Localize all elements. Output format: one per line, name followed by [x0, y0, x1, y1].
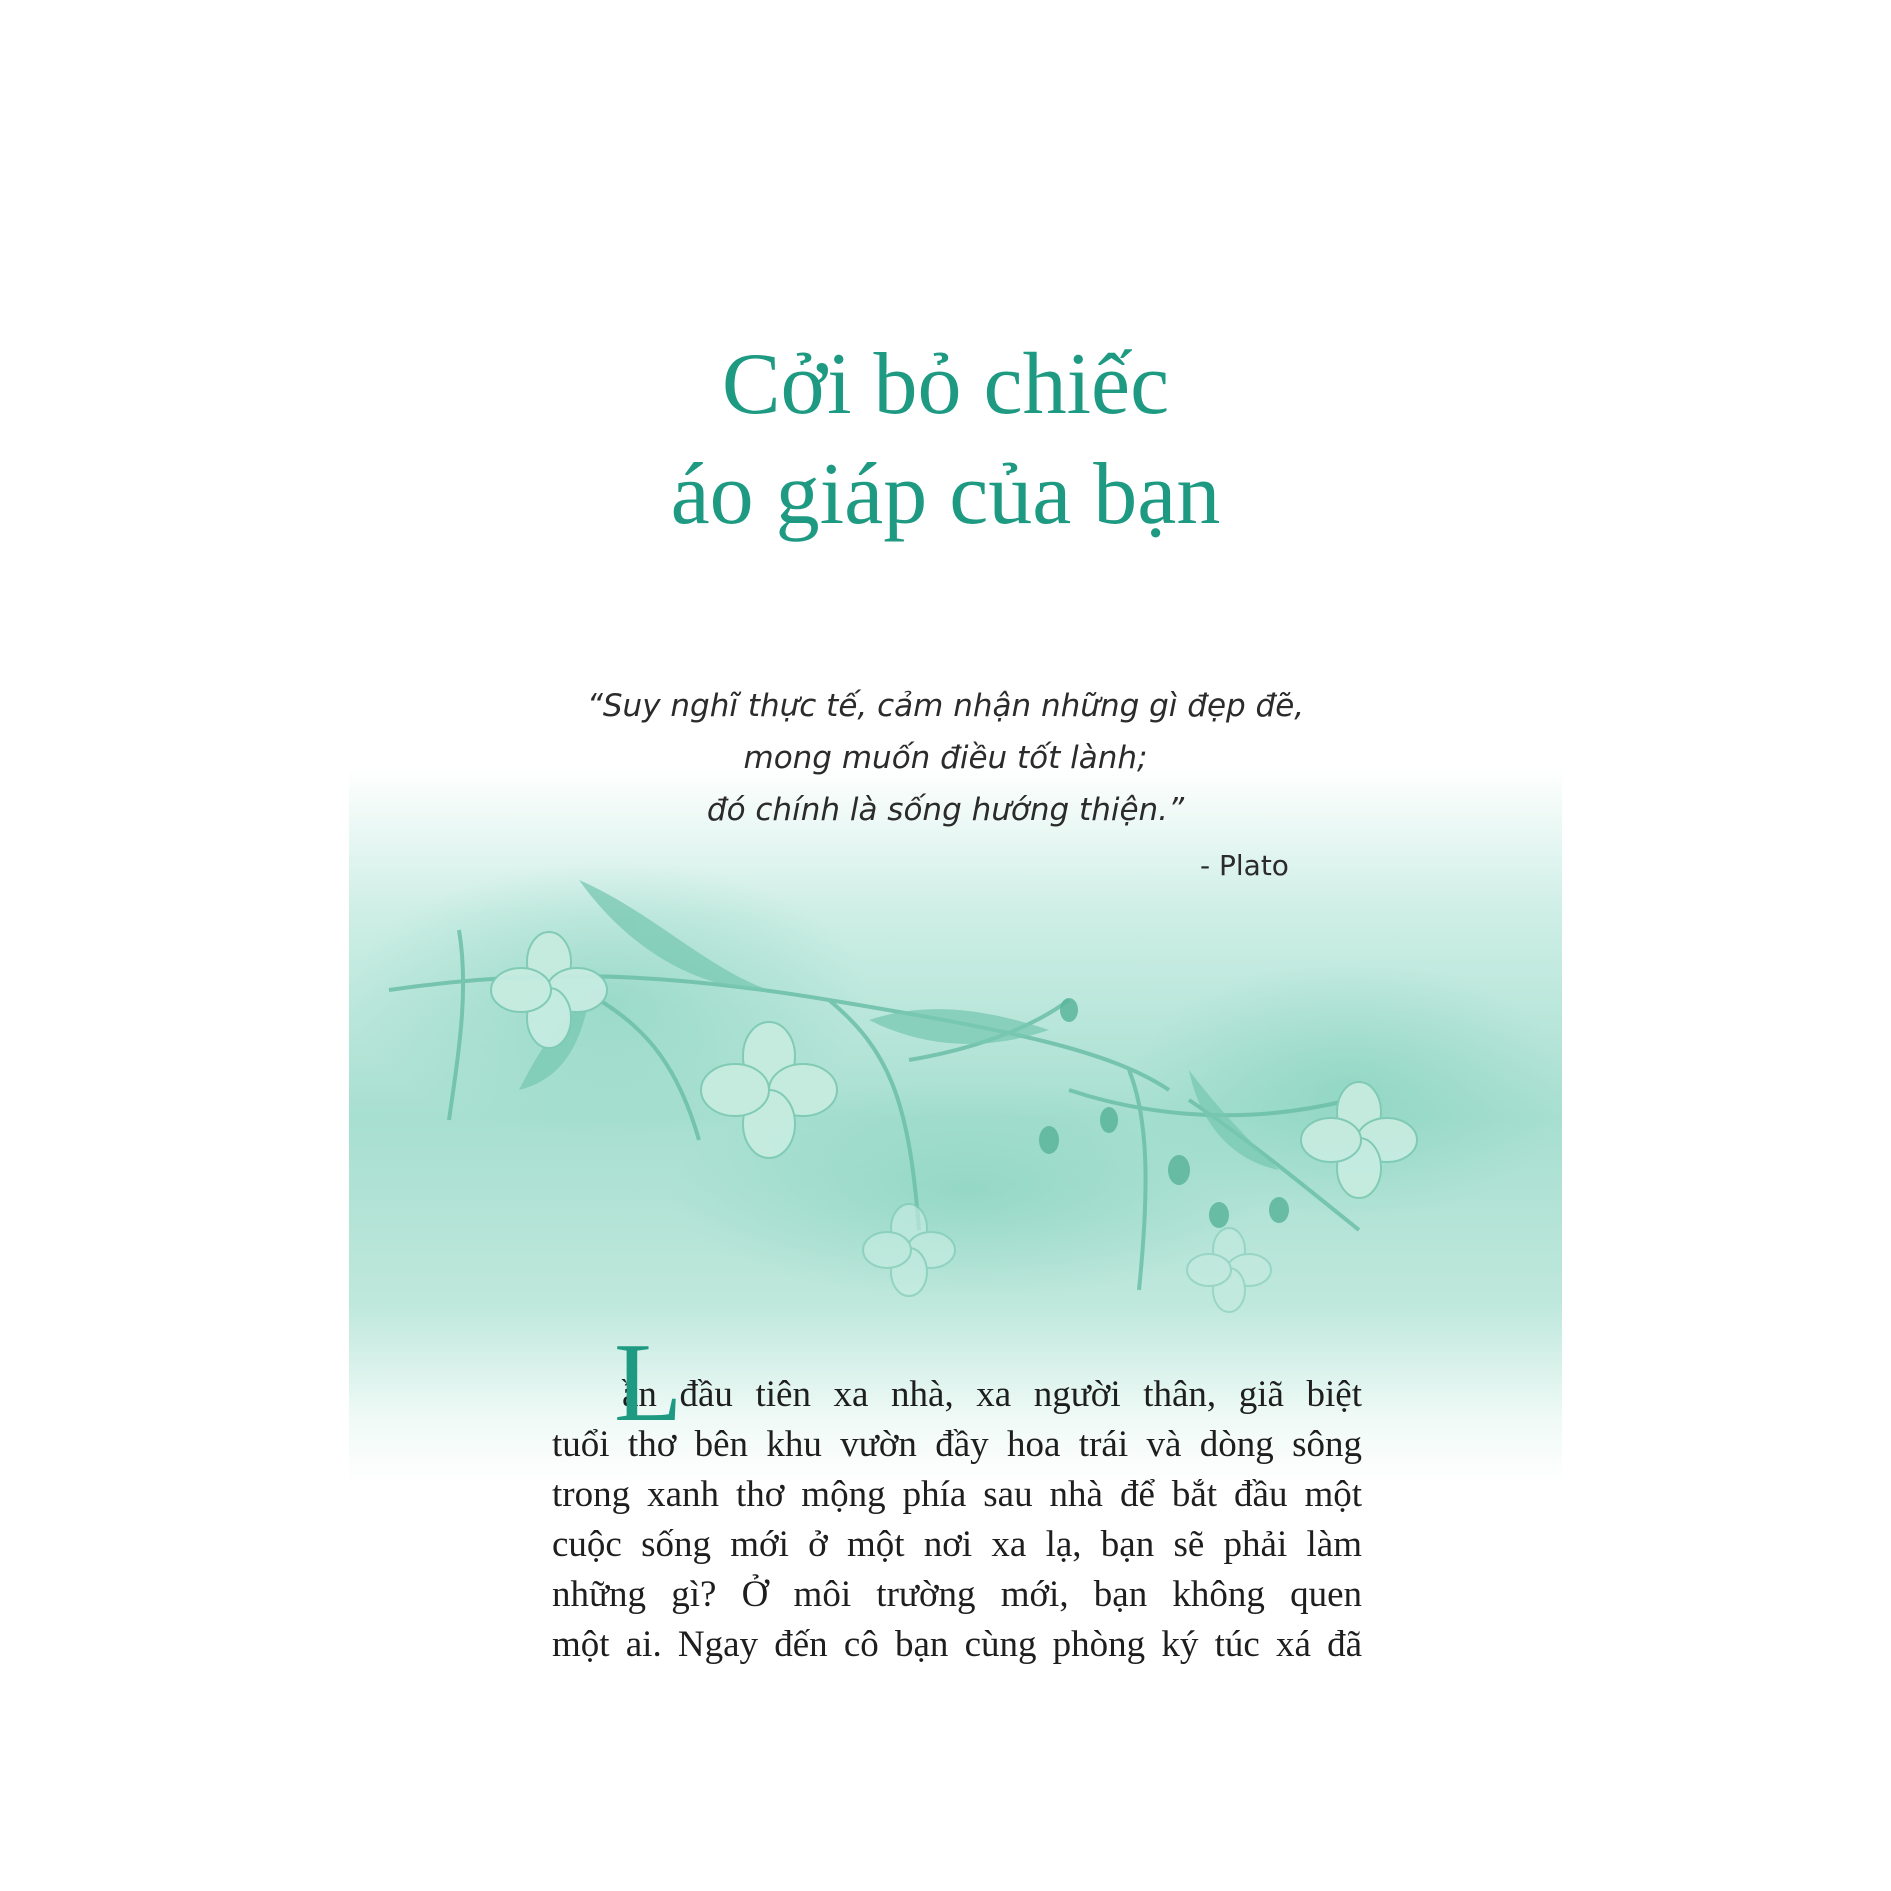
body-paragraph — [552, 1321, 1362, 1670]
epigraph-line-1: “Suy nghĩ thực tế, cảm nhận những gì đẹp đẽ, — [586, 688, 1305, 724]
chapter-title-line-1: Cởi bỏ chiếc — [721, 336, 1170, 433]
epigraph-line-2: mong muốn điều tốt lành; — [743, 740, 1148, 776]
epigraph-quote — [0, 680, 1891, 836]
body-line-6: một ai. Ngay đến cô bạn cùng phòng ký túc xá đã — [552, 1624, 1362, 1665]
chapter-title-line-2: áo giáp của bạn — [670, 446, 1221, 543]
body-line-3: trong xanh thơ mộng phía sau nhà để bắt đầu một — [552, 1474, 1362, 1515]
body-line-5: những gì? Ở môi trường mới, bạn không quen — [552, 1574, 1362, 1615]
body-line-1: ần đầu tiên xa nhà, xa người thân, giã biệt — [622, 1374, 1362, 1415]
body-line-4: cuộc sống mới ở một nơi xa lạ, bạn sẽ phải làm — [552, 1524, 1362, 1565]
body-line-2: tuổi thơ bên khu vườn đầy hoa trái và dòng sông — [552, 1424, 1362, 1465]
chapter-title — [0, 330, 1891, 550]
epigraph-line-3: đó chính là sống hướng thiện.” — [706, 792, 1185, 828]
drop-cap: L — [614, 1321, 683, 1445]
epigraph-author: - Plato — [1200, 849, 1289, 882]
